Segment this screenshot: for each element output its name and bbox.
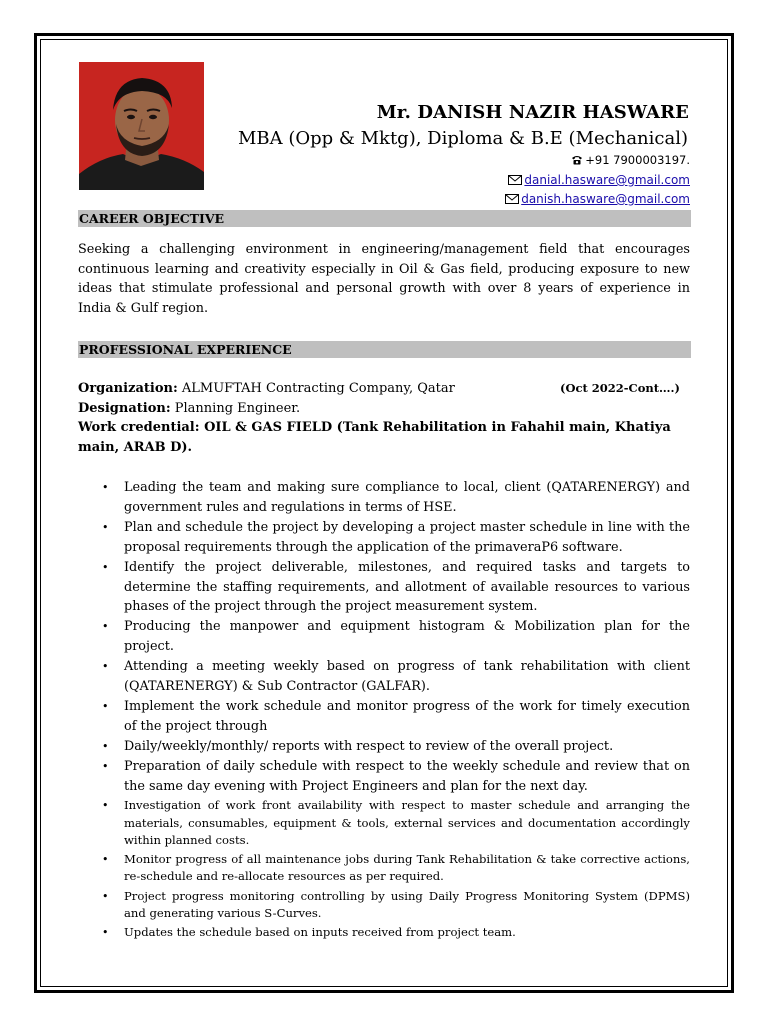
designation-line	[78, 399, 300, 419]
list-item: • Producing the manpower and equipment histogram & Mobilization plan for the project.	[102, 619, 690, 655]
phone-number: +91 7900003197.	[585, 153, 690, 167]
envelope-icon	[508, 175, 522, 185]
employment-period: (Oct 2022-Cont….)	[560, 381, 680, 395]
organization-name: ALMUFTAH Contracting Company, Qatar	[181, 381, 455, 396]
email-link-2[interactable]: danish.hasware@gmail.com	[521, 192, 690, 206]
profile-photo	[79, 62, 204, 190]
email-link-1[interactable]: danial.hasware@gmail.com	[524, 173, 690, 187]
duties-list	[102, 478, 690, 944]
list-item: • Preparation of daily schedule with respect to the weekly schedule and review that on the same day evening with Project Engineers and plan for the next day.	[102, 759, 690, 795]
envelope-icon	[505, 194, 519, 204]
candidate-degree: MBA (Opp & Mktg), Diploma & B.E (Mechanical)	[237, 128, 688, 149]
section-heading-professional-experience: PROFESSIONAL EXPERIENCE	[78, 341, 691, 358]
designation-label: Designation:	[78, 401, 171, 416]
work-credential: Work credential: OIL & GAS FIELD (Tank Rehabilitation in Fahahil main, Khatiya main, ARAB D).	[78, 420, 671, 455]
designation-value: Planning Engineer.	[174, 401, 301, 416]
bullet-icon: •	[102, 740, 109, 754]
list-item: • Plan and schedule the project by developing a project master schedule in line with the proposal requirements through the application of the primaveraP6 software.	[102, 519, 690, 555]
list-item: • Monitor progress of all maintenance jobs during Tank Rehabilitation & take corrective actions, re-schedule and re-allocate resources as per required.	[102, 852, 690, 884]
bullet-icon: •	[102, 889, 109, 903]
contact-email-1	[508, 173, 690, 187]
bullet-icon: •	[102, 520, 109, 534]
bullet-icon: •	[102, 481, 109, 494]
contact-email-2	[505, 192, 690, 206]
bullet-icon: •	[102, 760, 109, 774]
list-item: • Leading the team and making sure compliance to local, client (QATARENERGY) and government rules and regulations in terms of HSE.	[102, 480, 690, 515]
contact-phone	[571, 153, 690, 167]
bullet-icon: •	[102, 799, 109, 813]
list-item: • Investigation of work front availability with respect to master schedule and arranging the materials, consumables, equipment & tools, external services and documentation accordingly within planned costs.	[102, 798, 690, 847]
phone-icon	[571, 155, 583, 165]
list-item: • Project progress monitoring controlling by using Daily Progress Monitoring System (DPMS) and generating various S-Curves.	[102, 888, 690, 921]
bullet-icon: •	[102, 853, 109, 867]
bullet-icon: •	[102, 926, 109, 940]
list-item: • Implement the work schedule and monitor progress of the work for timely execution of the project through	[102, 699, 690, 734]
bullet-icon: •	[102, 620, 109, 634]
list-item: • Daily/weekly/monthly/ reports with respect to review of the overall project.	[124, 737, 690, 757]
profile-photo-image	[79, 62, 204, 190]
bullet-icon: •	[102, 660, 109, 674]
bullet-icon: •	[102, 700, 109, 714]
organization-label: Organization:	[78, 381, 178, 396]
list-item: • Identify the project deliverable, milestones, and required tasks and targets to determine the staffing requirements, and allotment of available resources to various phases of the project through the project measurement system.	[102, 559, 690, 615]
list-item: • Updates the schedule based on inputs received from project team.	[124, 924, 690, 941]
candidate-name: Mr. DANISH NAZIR HASWARE	[376, 102, 689, 123]
list-item: • Attending a meeting weekly based on progress of tank rehabilitation with client (QATARENERGY) & Sub Contractor (GALFAR).	[102, 659, 690, 695]
bullet-icon: •	[102, 560, 109, 574]
section-heading-career-objective: CAREER OBJECTIVE	[78, 210, 691, 227]
career-objective-text: Seeking a challenging environment in engineering/management field that encourages continuous learning and creativity especially in Oil & Gas field, producing exposure to new ideas that stimulate professional and personal growth with over 8 years of experience in India & Gulf region.	[78, 242, 690, 316]
